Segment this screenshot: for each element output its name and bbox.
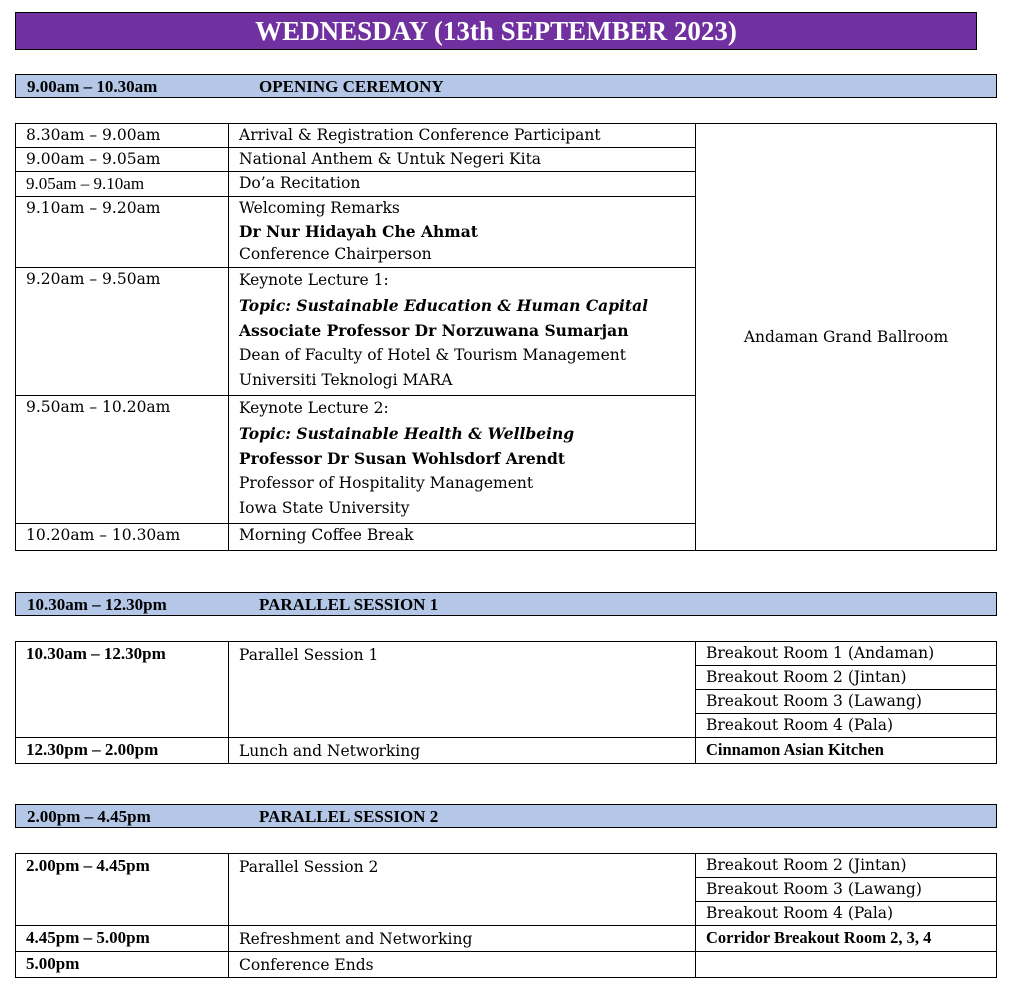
- section-bar-parallel-session-1: [15, 592, 997, 616]
- row-time: 9.20am – 9.50am: [16, 268, 229, 396]
- room-cell: Breakout Room 4 (Pala): [696, 902, 997, 926]
- speaker-name: Professor Dr Susan Wohlsdorf Arendt: [239, 449, 566, 468]
- row-desc: Parallel Session 2: [229, 854, 696, 926]
- row-time: 9.50am – 10.20am: [16, 396, 229, 524]
- row-time: 9.10am – 9.20am: [16, 197, 229, 268]
- speaker-name: Dr Nur Hidayah Che Ahmat: [239, 222, 478, 241]
- section-time: 10.30am – 12.30pm: [27, 595, 167, 614]
- room-cell: Breakout Room 1 (Andaman): [696, 642, 997, 666]
- row-time: 10.30am – 12.30pm: [16, 642, 229, 738]
- room-cell: Breakout Room 4 (Pala): [696, 714, 997, 738]
- row-time: 2.00pm – 4.45pm: [16, 854, 229, 926]
- row-desc: Do’a Recitation: [229, 172, 696, 197]
- section-time: 2.00pm – 4.45pm: [27, 807, 151, 826]
- room-cell: Breakout Room 3 (Lawang): [696, 690, 997, 714]
- table-row: [16, 926, 997, 952]
- row-desc: Keynote Lecture 1: Topic: Sustainable Education & Human Capital Associate Professor Dr Norzuwana Sumarjan Dean of Faculty of Hotel & Tourism Management Universiti Teknologi MARA: [229, 268, 696, 396]
- venue-cell: Andaman Grand Ballroom: [696, 124, 997, 551]
- section-name: PARALLEL SESSION 2: [259, 807, 439, 826]
- row-time: 9.00am – 9.05am: [16, 148, 229, 172]
- row-time: 9.05am – 9.10am: [16, 172, 229, 197]
- row-desc: Keynote Lecture 2: Topic: Sustainable Health & Wellbeing Professor Dr Susan Wohlsdorf Arendt Professor of Hospitality Management Iowa State University: [229, 396, 696, 524]
- row-desc: Welcoming Remarks Dr Nur Hidayah Che Ahmat Conference Chairperson: [229, 197, 696, 268]
- lecture-topic: Topic: Sustainable Education & Human Capital: [239, 296, 649, 315]
- day-title: WEDNESDAY (13th SEPTEMBER 2023): [15, 12, 977, 50]
- row-desc: Refreshment and Networking: [229, 926, 696, 952]
- section-bar-parallel-session-2: [15, 804, 997, 828]
- row-desc: Lunch and Networking: [229, 738, 696, 764]
- row-time: 5.00pm: [16, 952, 229, 978]
- row-time: 12.30pm – 2.00pm: [16, 738, 229, 764]
- lecture-topic: Topic: Sustainable Health & Wellbeing: [239, 424, 575, 443]
- parallel-session-1-table: [15, 641, 997, 764]
- speaker-name: Associate Professor Dr Norzuwana Sumarjan: [239, 321, 629, 340]
- row-desc: National Anthem & Untuk Negeri Kita: [229, 148, 696, 172]
- row-desc: Arrival & Registration Conference Participant: [229, 124, 696, 148]
- table-row: [16, 854, 997, 878]
- opening-ceremony-table: [15, 123, 997, 551]
- room-cell: Breakout Room 2 (Jintan): [696, 854, 997, 878]
- section-bar-opening-ceremony: [15, 74, 997, 98]
- section-name: PARALLEL SESSION 1: [259, 595, 439, 614]
- room-cell: Breakout Room 2 (Jintan): [696, 666, 997, 690]
- table-row: [16, 952, 997, 978]
- room-cell: Breakout Room 3 (Lawang): [696, 878, 997, 902]
- room-cell: Corridor Breakout Room 2, 3, 4: [696, 926, 997, 952]
- table-row: [16, 124, 997, 148]
- row-time: 4.45pm – 5.00pm: [16, 926, 229, 952]
- row-time: 10.20am – 10.30am: [16, 524, 229, 551]
- row-desc: Conference Ends: [229, 952, 696, 978]
- row-desc: Morning Coffee Break: [229, 524, 696, 551]
- row-time: 8.30am – 9.00am: [16, 124, 229, 148]
- row-desc: Parallel Session 1: [229, 642, 696, 738]
- section-time: 9.00am – 10.30am: [27, 77, 158, 96]
- section-name: OPENING CEREMONY: [259, 77, 444, 96]
- room-cell: Cinnamon Asian Kitchen: [696, 738, 997, 764]
- room-cell: [696, 952, 997, 978]
- table-row: [16, 738, 997, 764]
- table-row: [16, 642, 997, 666]
- parallel-session-2-table: [15, 853, 997, 978]
